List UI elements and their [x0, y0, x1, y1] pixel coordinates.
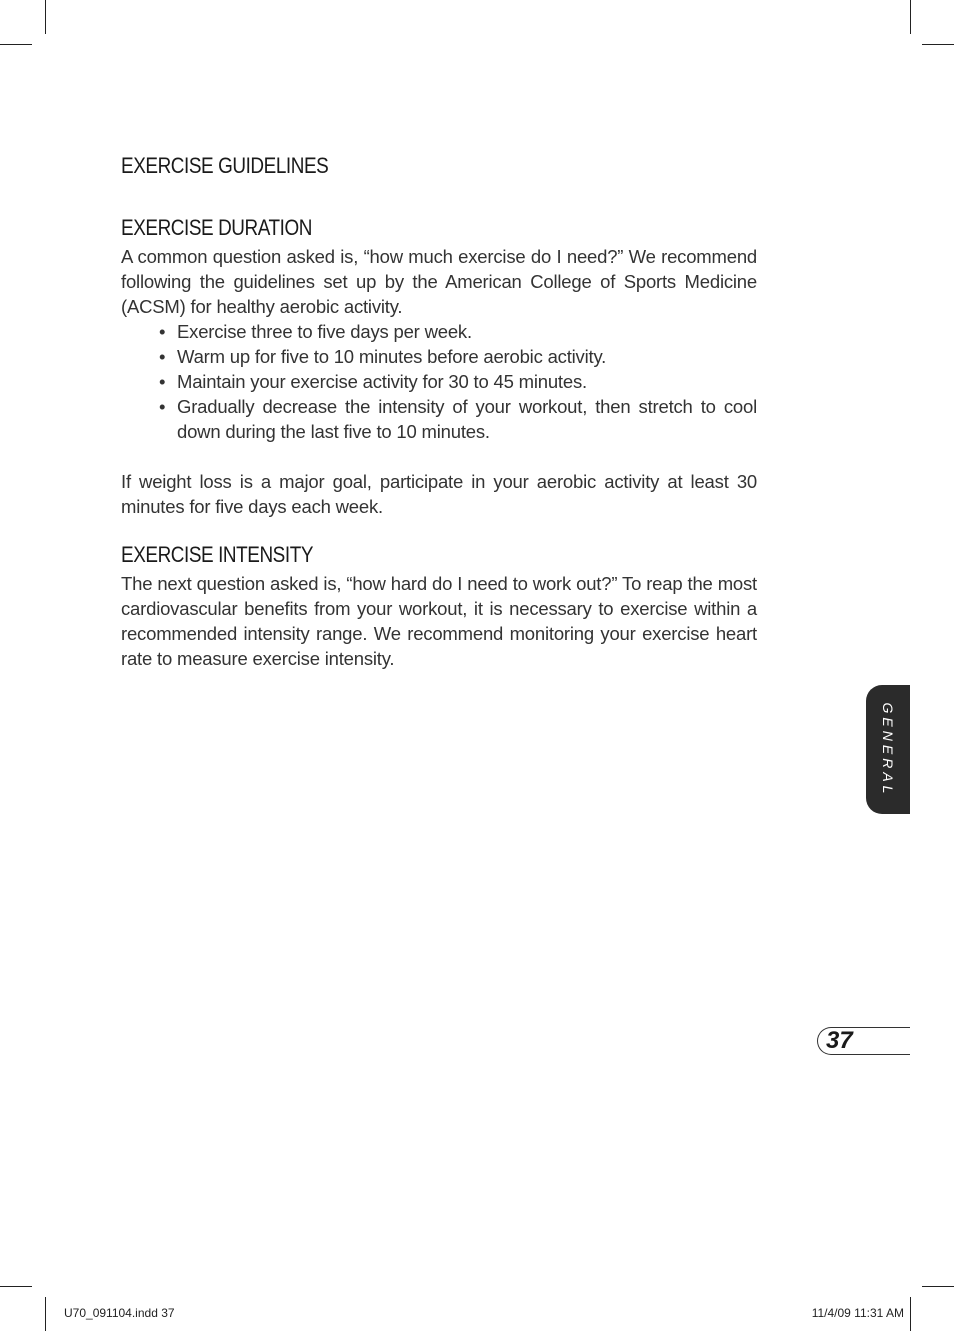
footer-timestamp: 11/4/09 11:31 AM [811, 1306, 904, 1320]
crop-mark-bottom-right-v [910, 1297, 911, 1331]
section-side-tab [866, 685, 910, 814]
intensity-heading: EXERCISE INTENSITY [121, 542, 314, 567]
list-item: • Warm up for five to 10 minutes before aerobic activity. [159, 344, 757, 369]
duration-bullet-list [121, 319, 757, 444]
section-heading: EXERCISE GUIDELINES [121, 153, 329, 178]
weight-loss-paragraph: If weight loss is a major goal, participate in your aerobic activity at least 30 minutes for five days each week. [121, 471, 757, 517]
crop-mark-bottom-left-v [45, 1297, 46, 1331]
list-item: • Maintain your exercise activity for 30 to 45 minutes. [159, 369, 757, 394]
page-content [121, 150, 757, 671]
side-tab-label: GENERAL [880, 702, 896, 797]
crop-mark-top-right-h [922, 44, 954, 45]
duration-heading: EXERCISE DURATION [121, 215, 313, 240]
crop-mark-top-right-v [910, 0, 911, 34]
page-number: 37 [826, 1027, 853, 1054]
list-item: • Exercise three to five days per week. [159, 319, 757, 344]
intensity-paragraph: The next question asked is, “how hard do I need to work out?” To reap the most cardiovascular benefits from your workout, it is necessary to exercise within a recommended intensity range. We recommend monitoring your exercise heart rate to measure exercise intensity. [121, 573, 757, 669]
crop-mark-top-left-v [45, 0, 46, 34]
crop-mark-bottom-right-h [922, 1286, 954, 1287]
crop-mark-bottom-left-h [0, 1286, 32, 1287]
list-item: • Gradually decrease the intensity of your workout, then stretch to cool down during the last five to 10 minutes. [159, 394, 757, 444]
footer-file-slug: U70_091104.indd 37 [64, 1306, 175, 1320]
duration-intro: A common question asked is, “how much exercise do I need?” We recommend following the guidelines set up by the American College of Sports Medicine (ACSM) for healthy aerobic activity. [121, 246, 757, 317]
crop-mark-top-left-h [0, 44, 32, 45]
